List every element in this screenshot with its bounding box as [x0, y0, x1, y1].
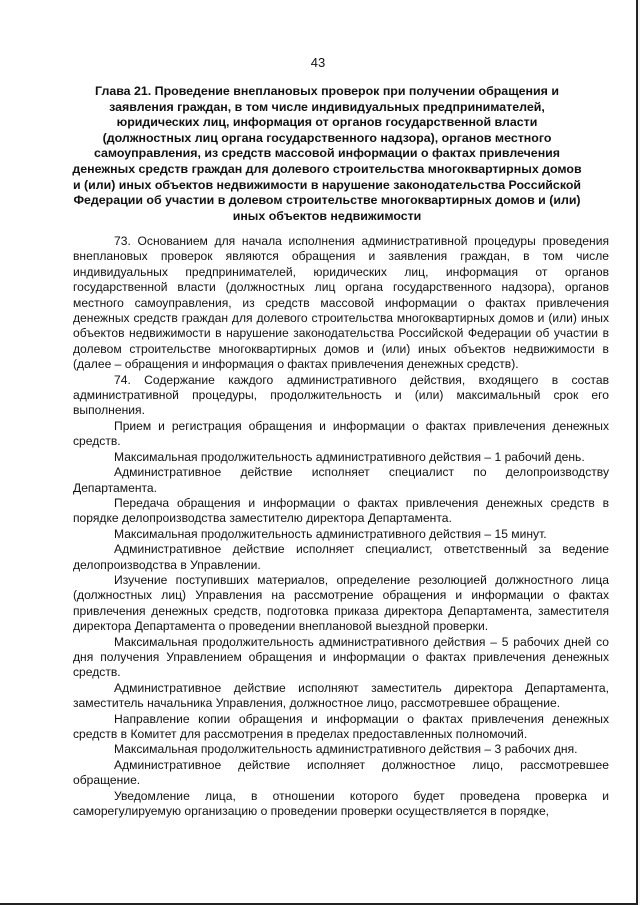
paragraph: Прием и регистрация обращения и информации о фактах привлечения денежных средств. [73, 418, 609, 449]
chapter-title: Глава 21. Проведение внеплановых проверок при получении обращения и заявления граждан, в том числе индивидуальных предпринимателей, юридических лиц, информация от органов государственной власти (должностных лиц органа государственного надзора), органов местного самоуправления, из средств массовой информации о фактах привлечения денежных средств граждан для долевого строительства многоквартирных домов и (или) иных объектов недвижимости в нарушение законодательства Российской Федерации об участии в долевом строительстве многоквартирных домов и (или) иных объектов недвижимости [72, 84, 582, 223]
page-number: 43 [310, 55, 326, 70]
paragraph: Максимальная продолжительность административного действия – 3 рабочих дня. [114, 742, 578, 757]
paragraph: Уведомление лица, в отношении которого будет проведена проверка и саморегулируемую организацию о проведении проверки осуществляется в порядке, [73, 788, 609, 819]
paragraph: Передача обращения и информации о фактах привлечения денежных средств в порядке делопроизводства заместителю директора Департамента. [73, 495, 609, 526]
paragraph: Максимальная продолжительность административного действия – 1 рабочий день. [114, 449, 585, 464]
paragraph-73: 73. Основанием для начала исполнения административной процедуры проведения внеплановых проверок являются обращения и заявления граждан, в том числе индивидуальных предпринимателей, юридических лиц, информация от органов государственной власти (должностных лиц органа государственного надзора), органов местного самоуправления, из средств массовой информации о фактах привлечения денежных средств граждан для долевого строительства многоквартирных домов и (или) иных объектов недвижимости в нарушение законодательства Российской Федерации об участии в долевом строительстве многоквартирных домов и (или) иных объектов недвижимости в (далее – обращения и информация о фактах привлечения денежных средств). [73, 234, 609, 372]
paragraph: Административное действие исполняет специалист по делопроизводству Департамента. [73, 465, 609, 495]
paragraph: Административное действие исполняет специалист, ответственный за ведение делопроизводства в Управлении. [73, 542, 609, 572]
paragraph-74: 74. Содержание каждого административного действия, входящего в состав административной процедуры, продолжительность и (или) максимальный срок его выполнения. [73, 372, 609, 418]
paragraph: Изучение поступивших материалов, определение резолюцией должностного лица (должностных лиц) Управления на рассмотрение обращения и информации о фактах привлечения денежных средств, подготовка приказа директора Департамента, заместителя директора Департамента о проведении внеплановой выездной проверки. [73, 572, 609, 634]
paragraph: Административное действие исполняет должностное лицо, рассмотревшее обращение. [73, 757, 609, 788]
body-text [73, 234, 609, 819]
paragraph: Максимальная продолжительность административного действия – 15 минут. [114, 526, 547, 541]
paragraph: Направление копии обращения и информации о фактах привлечения денежных средств в Комитет для рассмотрения в пределах предоставленных полномочий. [73, 711, 609, 741]
paragraph: Административное действие исполняют заместитель директора Департамента, заместитель начальника Управления, должностное лицо, рассмотревшее обращение. [73, 680, 609, 711]
paragraph: Максимальная продолжительность административного действия – 5 рабочих дней со дня получения Управлением обращения и информации о фактах привлечения денежных средств. [73, 634, 609, 680]
